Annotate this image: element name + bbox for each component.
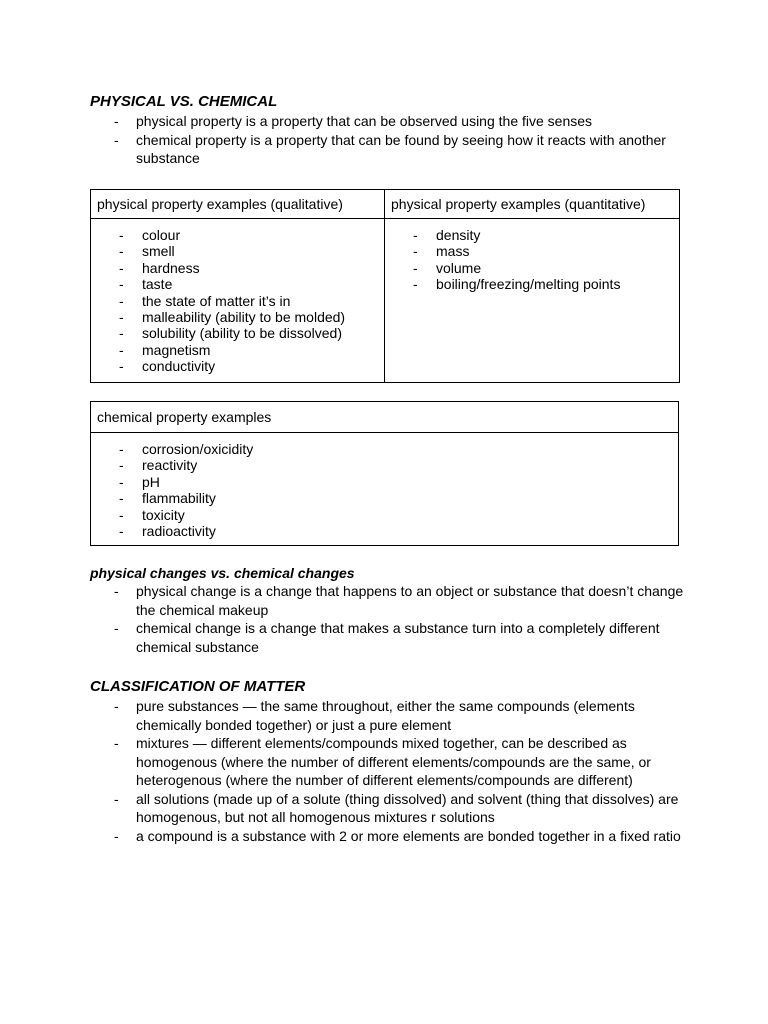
list-item: - chemical change is a change that makes a substance turn into a completely different chemical substance (112, 619, 688, 656)
list-item: - conductivity (119, 358, 384, 374)
list-item: - chemical property is a property that can be found by seeing how it reacts with another substance (112, 131, 688, 168)
chemical-cell (91, 433, 679, 546)
changes-list (112, 582, 688, 656)
quantitative-header: physical property examples (quantitative) (385, 190, 680, 219)
list-item: - smell (119, 243, 384, 259)
list-item: - physical change is a change that happens to an object or substance that doesn’t change the chemical makeup (112, 582, 688, 619)
list-item: - solubility (ability to be dissolved) (119, 325, 384, 341)
list-item: - hardness (119, 260, 384, 276)
list-item: - radioactivity (119, 523, 678, 539)
list-item: - all solutions (made up of a solute (thing dissolved) and solvent (thing that dissolves) are homogenous, but not all homogenous mixtures r solutions (112, 790, 688, 827)
changes-subtitle: physical changes vs. chemical changes (90, 565, 355, 581)
list-item: - reactivity (119, 457, 678, 473)
list-item: - flammability (119, 490, 678, 506)
section-title-physical-vs-chemical: PHYSICAL VS. CHEMICAL (90, 93, 278, 110)
list-item: - colour (119, 227, 384, 243)
list-item: - mixtures — different elements/compounds mixed together, can be described as homogenous (where the number of different elements/compounds are the same, or heterogenous (where the number of different elements/compounds are different) (112, 734, 688, 790)
definitions-list (112, 112, 688, 168)
list-item: - boiling/freezing/melting points (413, 276, 679, 292)
chemical-properties-table (90, 401, 679, 546)
list-item: - mass (413, 243, 679, 259)
qualitative-list (91, 227, 384, 375)
list-item: - density (413, 227, 679, 243)
list-item: - physical property is a property that can be observed using the five senses (112, 112, 688, 131)
quantitative-list (385, 227, 679, 293)
qualitative-cell (91, 219, 385, 383)
list-item: - malleability (ability to be molded) (119, 309, 384, 325)
list-item: - toxicity (119, 507, 678, 523)
qualitative-header: physical property examples (qualitative) (91, 190, 385, 219)
list-item: - a compound is a substance with 2 or more elements are bonded together in a fixed ratio (112, 827, 688, 846)
section-title-classification: CLASSIFICATION OF MATTER (90, 678, 306, 695)
physical-properties-table (90, 189, 680, 383)
classification-list (112, 697, 688, 845)
list-item: - taste (119, 276, 384, 292)
chemical-header: chemical property examples (91, 402, 679, 433)
quantitative-cell (385, 219, 680, 383)
list-item: - the state of matter it’s in (119, 293, 384, 309)
list-item: - corrosion/oxicidity (119, 441, 678, 457)
list-item: - pure substances — the same throughout, either the same compounds (elements chemically bonded together) or just a pure element (112, 697, 688, 734)
chemical-list (91, 441, 678, 539)
list-item: - magnetism (119, 342, 384, 358)
list-item: - volume (413, 260, 679, 276)
list-item: - pH (119, 474, 678, 490)
